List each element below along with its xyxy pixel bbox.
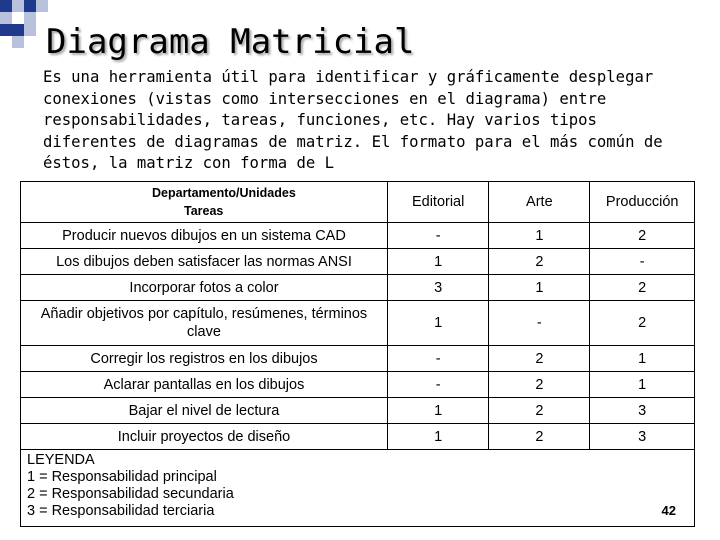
- legend-title: LEYENDA: [27, 452, 95, 468]
- value-cell: 3: [387, 275, 488, 301]
- column-header-editorial: Editorial: [387, 182, 488, 223]
- value-cell: 2: [489, 346, 590, 372]
- column-header-produccion: Producción: [590, 182, 695, 223]
- legend-item: 1 = Responsabilidad principal: [27, 469, 217, 485]
- task-cell: Incluir proyectos de diseño: [21, 424, 388, 450]
- value-cell: 1: [489, 275, 590, 301]
- slide-title: Diagrama Matricial: [46, 22, 415, 62]
- legend-item: 3 = Responsabilidad terciaria: [27, 503, 215, 519]
- table-row: [21, 301, 695, 346]
- table-row: [21, 346, 695, 372]
- value-cell: 2: [489, 249, 590, 275]
- header-tasks-label: Tareas: [184, 204, 224, 218]
- task-cell: Producir nuevos dibujos en un sistema CAD: [21, 223, 388, 249]
- value-cell: -: [387, 346, 488, 372]
- task-cell: Bajar el nivel de lectura: [21, 398, 388, 424]
- header-corner-cell: [21, 182, 388, 223]
- value-cell: 1: [387, 249, 488, 275]
- task-cell: Corregir los registros en los dibujos: [21, 346, 388, 372]
- value-cell: 2: [489, 372, 590, 398]
- legend-item: 2 = Responsabilidad secundaria: [27, 486, 234, 502]
- responsibility-matrix: [20, 181, 695, 527]
- task-cell: Incorporar fotos a color: [21, 275, 388, 301]
- page-number: 42: [661, 503, 676, 518]
- value-cell: 2: [590, 275, 695, 301]
- value-cell: 1: [387, 424, 488, 450]
- table-row: [21, 275, 695, 301]
- matrix-header-row: [21, 182, 695, 223]
- task-cell: Aclarar pantallas en los dibujos: [21, 372, 388, 398]
- value-cell: 2: [590, 301, 695, 346]
- table-row: [21, 424, 695, 450]
- table-row: [21, 398, 695, 424]
- value-cell: -: [590, 249, 695, 275]
- legend-row: [21, 450, 695, 527]
- value-cell: 2: [590, 223, 695, 249]
- value-cell: 2: [489, 398, 590, 424]
- value-cell: 1: [489, 223, 590, 249]
- value-cell: 1: [590, 372, 695, 398]
- task-cell: Añadir objetivos por capítulo, resúmenes, términos clave: [21, 301, 388, 346]
- table-row: [21, 249, 695, 275]
- column-header-arte: Arte: [489, 182, 590, 223]
- value-cell: -: [387, 372, 488, 398]
- value-cell: 3: [590, 424, 695, 450]
- table-row: [21, 372, 695, 398]
- value-cell: 1: [387, 398, 488, 424]
- value-cell: 1: [590, 346, 695, 372]
- value-cell: 2: [489, 424, 590, 450]
- table-row: [21, 223, 695, 249]
- task-cell: Los dibujos deben satisfacer las normas ANSI: [21, 249, 388, 275]
- value-cell: -: [489, 301, 590, 346]
- intro-paragraph: Es una herramienta útil para identificar y gráficamente desplegar conexiones (vistas como intersecciones en el diagrama) entre responsabilidades, tareas, funciones, etc. Hay varios tipos diferentes de diagramas de matriz. El formato para el más común de éstos, la matriz con forma de L: [43, 68, 663, 172]
- value-cell: 1: [387, 301, 488, 346]
- header-departments-label: Departamento/Unidades: [152, 186, 296, 200]
- value-cell: -: [387, 223, 488, 249]
- legend-cell: [21, 450, 695, 527]
- value-cell: 3: [590, 398, 695, 424]
